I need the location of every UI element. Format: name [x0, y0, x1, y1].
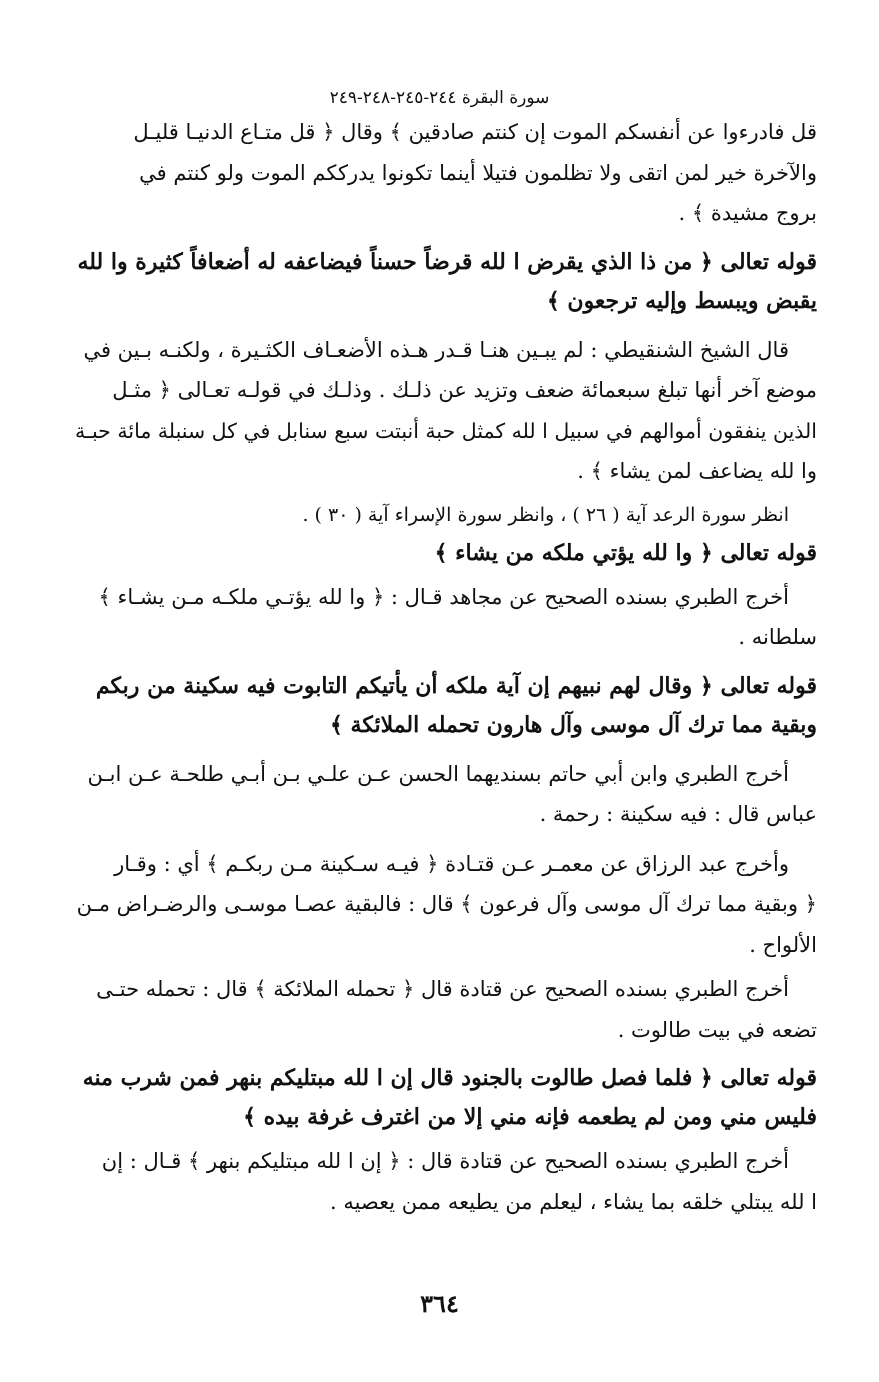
text-line: قال الشيخ الشنقيطي : لم يبـين هنـا قـدر هـذه الأضعـاف الكثـيرة ، ولكنـه بـين في: [83, 337, 789, 362]
text-line: عباس قال : فيه سكينة : رحمة .: [539, 802, 817, 826]
text-line: الألواح .: [749, 932, 817, 957]
text-line: ﴿ وبقية مما ترك آل موسى وآل فرعون ﴾ قال : فالبقية عصـا موسـى والرضـراض مـن: [76, 892, 817, 916]
page-number: ٣٦٤: [420, 1289, 459, 1318]
paragraph: [62, 969, 817, 1050]
paragraph: [62, 754, 817, 835]
paragraph: [62, 577, 817, 658]
text-line: وا لله يضاعف لمن يشاء ﴾ .: [577, 459, 817, 483]
text-line: أخرج الطبري وابن أبي حاتم بسنديهما الحسن عـن علـي بـن أبـي طلحـة عـن ابـن: [87, 761, 789, 786]
text-line: تضعه في بيت طالوت .: [617, 1017, 817, 1042]
text-line: وأخرج عبد الرزاق عن معمـر عـن قتـادة ﴿ فيـه سـكينة مـن ربكـم ﴾ أي : وقـار: [114, 851, 789, 876]
paragraph: [62, 330, 817, 492]
text-line: موضع آخر أنها تبلغ سبعمائة ضعف وتزيد عن ذلـك . وذلـك في قولـه تعـالى ﴿ مثـل: [112, 378, 817, 402]
heading-line: يقبض ويبسط وإليه ترجعون ﴾: [546, 287, 817, 314]
running-head: سورة البقرة ٢٤٤-٢٤٥-٢٤٨-٢٤٩: [329, 88, 550, 108]
text-line: الذين ينفقون أموالهم في سبيل ا لله كمثل حبة أنبتت سبع سنابل في كل سنبلة مائة حبـة: [75, 418, 817, 443]
verse-heading: [62, 667, 817, 745]
heading-line: فليس مني ومن لم يطعمه فإنه مني إلا من اغترف غرفة بيده ﴾: [243, 1104, 817, 1130]
verse-heading: [62, 243, 817, 321]
reference-line: انظر سورة الرعد آية ( ٢٦ ) ، وانظر سورة الإسراء آية ( ٣٠ ) .: [302, 503, 789, 526]
text-line: أخرج الطبري بسنده الصحيح عن مجاهد قـال : ﴿ وا لله يؤتـي ملكـه مـن يشـاء ﴾: [98, 584, 789, 609]
heading-line: قوله تعالى ﴿ فلما فصل طالوت بالجنود قال إن ا لله مبتليكم بنهر فمن شرب منه: [82, 1065, 817, 1091]
text-line: ا لله يبتلي خلقه بما يشاء ، ليعلم من يطيعه ممن يعصيه .: [329, 1189, 817, 1214]
heading-line: قوله تعالى ﴿ من ذا الذي يقرض ا لله قرضاً حسناً فيضاعفه له أضعافاً كثيرة وا لله: [77, 248, 817, 275]
text-line: أخرج الطبري بسنده الصحيح عن قتادة قال : ﴿ إن ا لله مبتليكم بنهر ﴾ قـال : إن: [101, 1149, 789, 1173]
paragraph: [62, 844, 817, 966]
verse-heading: [62, 1059, 817, 1137]
paragraph: [62, 112, 817, 234]
heading-line: قوله تعالى ﴿ وقال لهم نبيهم إن آية ملكه أن يأتيكم التابوت فيه سكينة من ربكم: [95, 672, 817, 699]
text-line: والآخرة خير لمن اتقى ولا تظلمون فتيلا أينما تكونوا يدرككم الموت ولو كنتم في: [139, 160, 817, 185]
text-line: أخرج الطبري بسنده الصحيح عن قتادة قال ﴿ تحمله الملائكة ﴾ قال : تحمله حتـى: [96, 977, 789, 1001]
paragraph: [62, 1141, 817, 1222]
text-line: قل فادرءوا عن أنفسكم الموت إن كنتم صادقين ﴾ وقال ﴿ قل متـاع الدنيـا قليـل: [133, 120, 817, 144]
cross-reference: [62, 496, 817, 534]
text-line: بروج مشيدة ﴾ .: [678, 201, 817, 225]
verse-heading: [62, 534, 817, 573]
heading-line: قوله تعالى ﴿ وا لله يؤتي ملكه من يشاء ﴾: [434, 539, 817, 566]
text-line: سلطانه .: [738, 625, 817, 649]
heading-line: وبقية مما ترك آل موسى وآل هارون تحمله الملائكة ﴾: [329, 711, 817, 738]
